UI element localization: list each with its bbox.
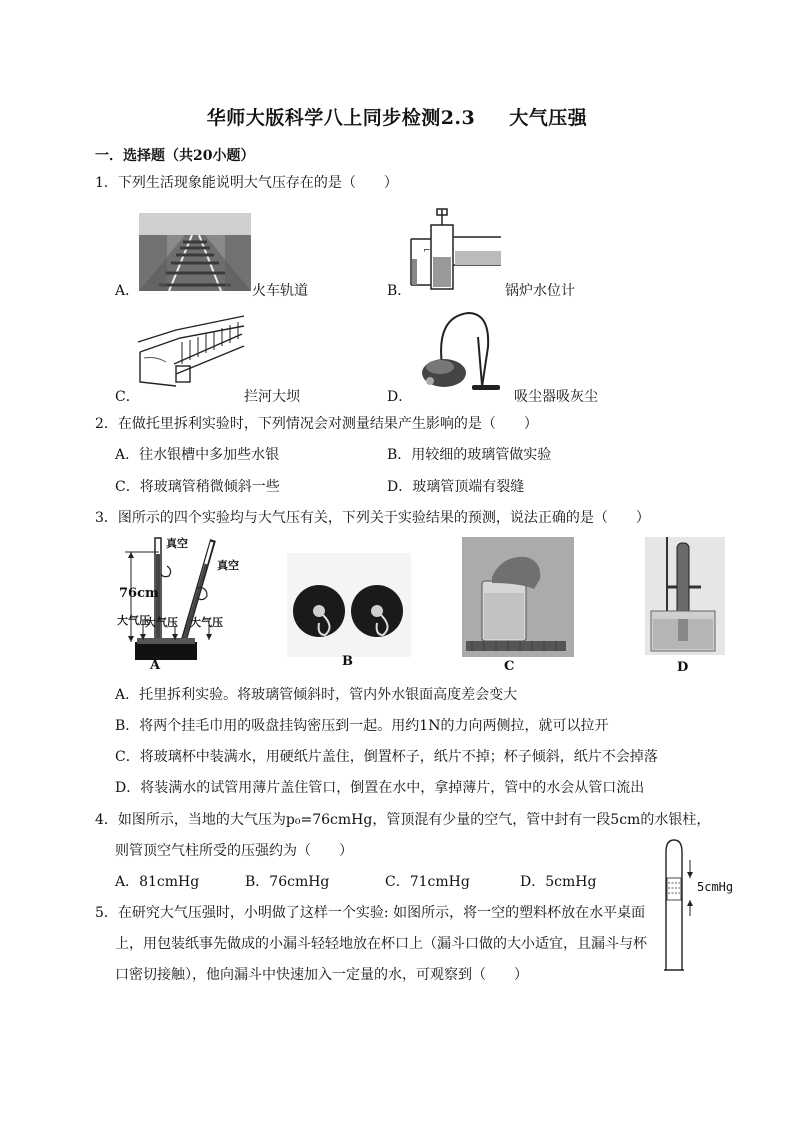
test-tube-in-water-figure — [645, 537, 725, 655]
boiler-water-gauge-image — [403, 207, 503, 295]
q3-label-height: 76cm — [119, 586, 159, 601]
q2-option-a: A．往水银槽中多加些水银 — [115, 447, 280, 463]
question-3-stem: 3．图所示的四个实验均与大气压有关，下列关于实验结果的预测，说法正确的是（ ） — [95, 510, 650, 526]
page-title — [0, 103, 794, 130]
q4-option-b: B．76cmHg — [245, 874, 330, 890]
q3-label-atm-3: 大气压 — [190, 616, 223, 629]
torricelli-experiment-figure — [113, 532, 253, 672]
q1-option-b-text: 锅炉水位计 — [505, 283, 575, 299]
section-heading: 一．选择题（共20小题） — [95, 148, 255, 164]
q4-option-a: A．81cmHg — [115, 874, 200, 890]
q3-figure-label-d: D — [677, 660, 689, 675]
river-dam-image — [136, 312, 246, 387]
question-4-stem-line-2: 则管顶空气柱所受的压强约为（ ） — [115, 843, 353, 859]
question-5-line-2: 上，用包装纸事先做成的小漏斗轻轻地放在杯口上（漏斗口做的大小适宜，且漏斗与杯 — [115, 936, 647, 952]
title-sub: 大气压强 — [509, 107, 588, 129]
vacuum-cleaner-image — [412, 307, 512, 391]
q4-figure-label: 5cmHg — [697, 880, 734, 894]
q3-figure-label-b: B — [342, 654, 353, 669]
q4-option-d: D．5cmHg — [520, 874, 597, 890]
q2-option-c: C．将玻璃管稍微倾斜一些 — [115, 479, 280, 495]
q1-option-a-text: 火车轨道 — [252, 283, 308, 299]
q3-label-atm-2: 大气压 — [145, 616, 178, 629]
q1-option-d-text: 吸尘器吸灰尘 — [514, 389, 598, 405]
railway-track-image — [139, 213, 251, 291]
q2-option-b: B．用较细的玻璃管做实验 — [387, 447, 552, 463]
q3-figure-label-a: A — [150, 658, 161, 673]
q1-option-c-text: 拦河大坝 — [244, 389, 300, 405]
mercury-tube-figure — [660, 838, 700, 974]
q2-option-d: D．玻璃管顶端有裂缝 — [387, 479, 525, 495]
q1-option-a-letter: A． — [115, 283, 140, 299]
question-5-line-1: 5．在研究大气压强时，小明做了这样一个实验: 如图所示，将一空的塑料杯放在水平桌面 — [95, 905, 646, 921]
q3-label-atm-1: 大气压 — [117, 614, 150, 627]
q3-option-a: A．托里拆利实验。将玻璃管倾斜时，管内外水银面高度差会变大 — [115, 687, 518, 703]
q3-option-b: B．将两个挂毛巾用的吸盘挂钩密压到一起。用约1N的力向两侧拉，就可以拉开 — [115, 718, 609, 734]
q3-option-c: C．将玻璃杯中装满水，用硬纸片盖住，倒置杯子，纸片不掉；杯子倾斜，纸片不会掉落 — [115, 749, 658, 765]
question-2-stem: 2．在做托里拆利实验时，下列情况会对测量结果产生影响的是（ ） — [95, 416, 538, 432]
question-5-line-3: 口密切接触），他向漏斗中快速加入一定量的水，可观察到（ ） — [115, 967, 528, 983]
suction-cups-figure — [287, 553, 411, 657]
question-1-stem: 1．下列生活现象能说明大气压存在的是（ ） — [95, 175, 398, 191]
svg-text:⌐: ⌐ — [423, 246, 431, 256]
q3-option-d: D．将装满水的试管用薄片盖住管口，倒置在水中，拿掉薄片，管中的水会从管口流出 — [115, 780, 645, 796]
title-main: 华师大版科学八上同步检测2.3 — [206, 107, 476, 129]
q4-option-c: C．71cmHg — [385, 874, 470, 890]
question-4-stem-line-1: 4．如图所示，当地的大气压为p₀=76cmHg，管顶混有少量的空气，管中封有一段5cm的水银柱， — [95, 812, 711, 828]
q3-label-vacuum-1: 真空 — [166, 537, 188, 550]
q1-option-c-letter: C． — [115, 389, 140, 405]
q1-option-d-letter: D． — [387, 389, 413, 405]
q1-option-b-letter: B． — [387, 283, 412, 299]
q3-label-vacuum-2: 真空 — [217, 559, 239, 572]
inverted-cup-figure — [462, 537, 574, 657]
q3-figure-label-c: C — [504, 659, 515, 674]
